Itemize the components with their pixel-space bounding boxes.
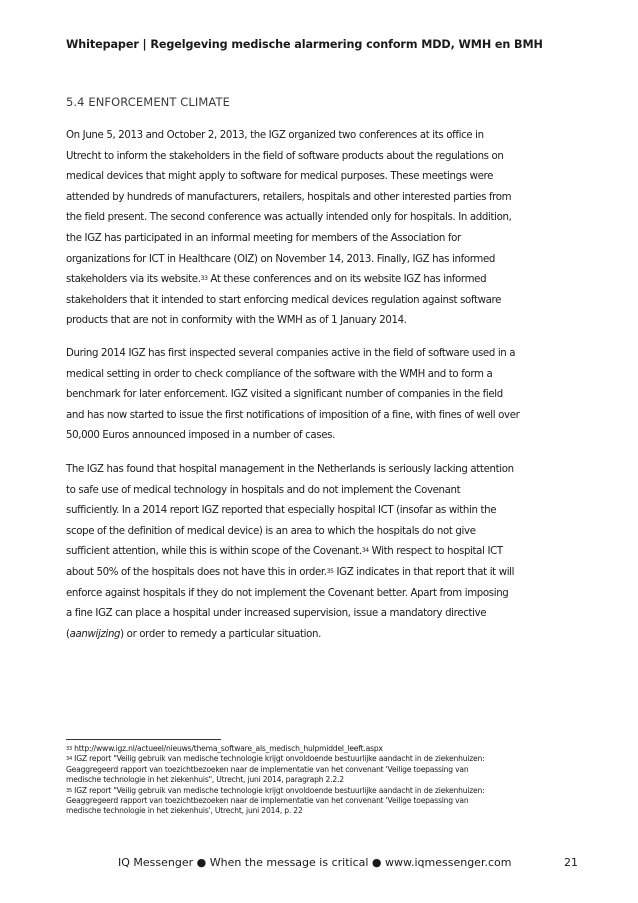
footnote-35 [66,786,578,796]
text-line: Utrecht to inform the stakeholders in the field of software products about the regulations on [66,150,504,162]
text-line [66,270,578,291]
footnote-35-line-2: Geaggregeerd rapport van toezichtbezoeken naar de implementatie van het convenant 'Veilige toepassing van [66,796,469,806]
text-line: medical devices that might apply to software for medical purposes. These meetings were [66,171,494,183]
text-segment: IGZ indicates in that report that it will [333,566,515,578]
footnote-34 [66,754,578,764]
footnotes [66,744,578,817]
text-line [66,542,578,563]
text-segment: stakeholders via its website. [66,274,201,286]
text-line: products that are not in conformity with the WMH as of 1 January 2014. [66,315,407,327]
text-segment: about 50% of the hospitals does not have this in order. [66,566,327,578]
page-header-title: Whitepaper | Regelgeving medische alarmering conform MDD, WMH en BMH [66,38,543,51]
text-line: organizations for ICT in Healthcare (OIZ) on November 14, 2013. Finally, IGZ has informed [66,253,496,265]
text-line: the field present. The second conference was actually intended only for hospitals. In addition, [66,212,512,224]
text-line: a fine IGZ can place a hospital under increased supervision, issue a mandatory directive [66,608,487,620]
footnote-text: IGZ report "Veilig gebruik van medische technologie krijgt onvoldoende bestuurlijke aandacht in de ziekenhuizen: [71,754,485,764]
page-number: 21 [564,856,578,869]
text-line: medical setting in order to check compliance of the software with the WMH and to form a [66,368,493,380]
paragraph-1 [66,126,578,332]
text-line: attended by hundreds of manufacturers, retailers, hospitals and other interested parties from [66,191,512,203]
text-line: and has now started to issue the first notifications of imposition of a fine, with fines of well over [66,409,520,421]
footnote-ref-35[interactable]: 35 [326,567,334,575]
text-line: The IGZ has found that hospital management in the Netherlands is seriously lacking attention [66,464,514,475]
text-line: During 2014 IGZ has first inspected several companies active in the field of software used in a [66,348,516,359]
text-segment: With respect to hospital ICT [368,546,503,558]
text-line: On June 5, 2013 and October 2, 2013, the IGZ organized two conferences at its office in [66,130,484,141]
footer-text: IQ Messenger ● When the message is critical ● www.iqmessenger.com [118,856,512,869]
text-line: scope of the definition of medical device) is an area to which the hospitals do not give [66,525,476,537]
text-line: 50,000 Euros announced imposed in a number of cases. [66,430,335,442]
footnote-34-line-3: medische technologie in het ziekenhuis", Utrecht, juni 2014, paragraph 2.2.2 [66,775,344,785]
footnote-ref-34[interactable]: 34 [361,547,369,555]
footnote-number: 35 [66,787,72,794]
footnote-separator [66,739,221,740]
text-segment: sufficient attention, while this is within scope of the Covenant. [66,546,362,558]
text-line: stakeholders that it intended to start enforcing medical devices regulation against software [66,294,502,306]
footnote-link[interactable]: http://www.igz.nl/actueel/nieuws/thema_software_als_medisch_hulpmiddel_leeft.aspx [71,744,383,753]
text-segment: At these conferences and on its website IGZ has informed [207,274,487,286]
text-segment: ) or order to remedy a particular situation. [120,628,322,640]
footnote-text: IGZ report "Veilig gebruik van medische technologie krijgt onvoldoende bestuurlijke aandacht in de ziekenhuizen: [71,785,485,795]
text-line: the IGZ has participated in an informal meeting for members of the Association for [66,232,461,244]
footnote-number: 34 [66,756,72,763]
paragraph-2 [66,344,578,447]
footnote-ref-33[interactable]: 33 [200,275,208,283]
text-line: to safe use of medical technology in hospitals and do not implement the Covenant [66,484,461,496]
italic-term: aanwijzing [69,628,121,640]
text-line: enforce against hospitals if they do not implement the Covenant better. Apart from imposing [66,587,509,599]
footnote-number: 33 [66,746,72,752]
text-segment: ( [66,628,70,640]
footnote-34-line-2: Geaggregeerd rapport van toezichtbezoeken naar de implementatie van het convenant 'Veilige toepassing van [66,764,469,774]
text-line [66,563,578,584]
text-line: benchmark for later enforcement. IGZ visited a significant number of companies in the field [66,389,503,401]
section-heading: 5.4 ENFORCEMENT CLIMATE [66,95,230,109]
text-line [66,625,578,646]
text-line: sufficiently. In a 2014 report IGZ reported that especially hospital ICT (insofar as within the [66,505,497,517]
footnote-33 [66,744,578,754]
paragraph-3 [66,460,578,645]
footnote-35-line-3: medische technologie in het ziekenhuis', Utrecht, juni 2014, p. 22 [66,806,303,816]
